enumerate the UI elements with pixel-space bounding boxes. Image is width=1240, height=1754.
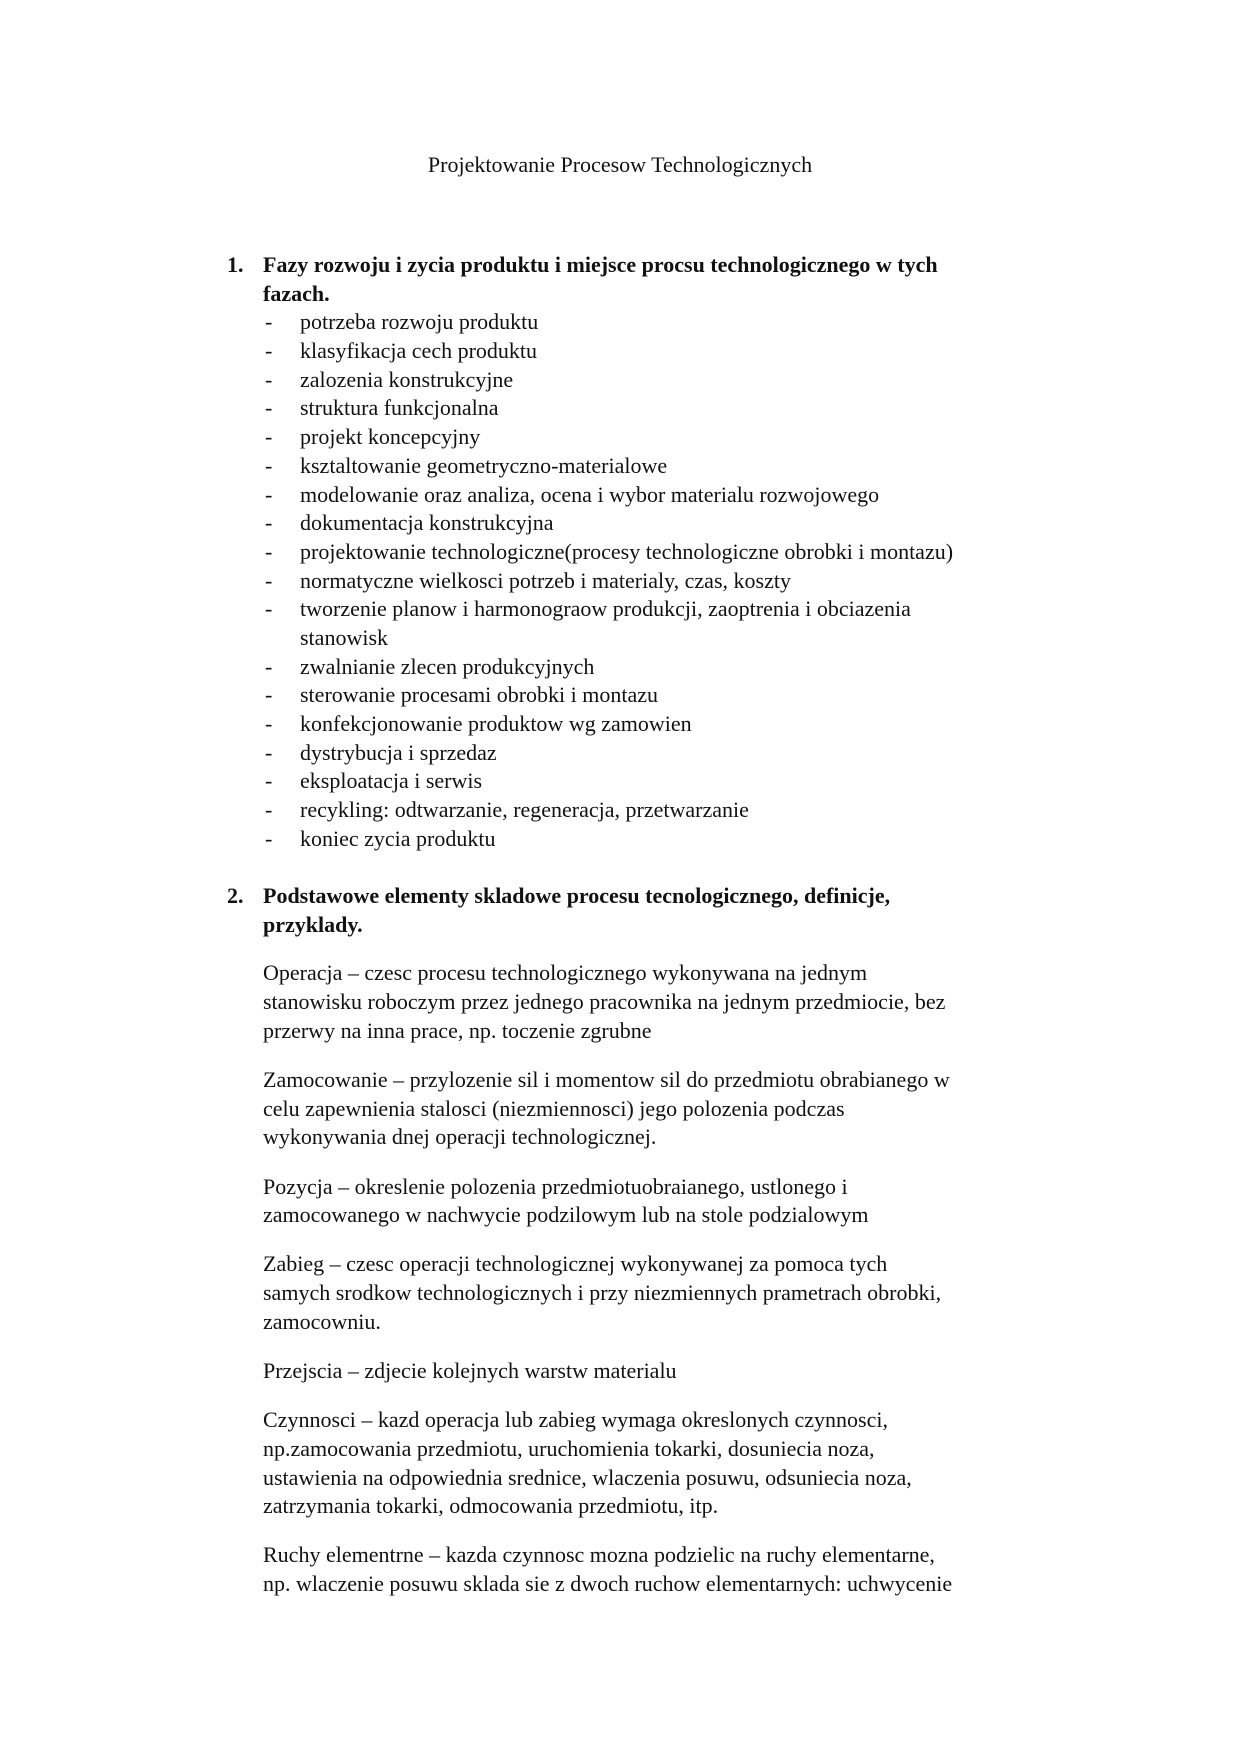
definition-paragraph xyxy=(227,959,1107,1045)
paragraph-line: stanowisku roboczym przez jednego pracownika na jednym przedmiocie, bez xyxy=(263,989,946,1015)
paragraph-line: Operacja – czesc procesu technologicznego wykonywana na jednym xyxy=(263,960,868,986)
list-item-line xyxy=(227,538,1107,567)
section-1 xyxy=(227,251,1107,853)
paragraph-line: Zabieg – czesc operacji technologicznej wykonywanej za pomoca tych xyxy=(263,1251,888,1277)
bullet-dash: - xyxy=(265,424,273,450)
list-item-line xyxy=(227,681,1107,710)
paragraph-line: zatrzymania tokarki, odmocowania przedmiotu, itp. xyxy=(263,1493,719,1519)
bullet-dash: - xyxy=(265,768,273,794)
bullet-dash: - xyxy=(265,338,273,364)
definition-paragraph xyxy=(227,1541,1107,1598)
bullet-dash: - xyxy=(265,309,273,335)
section-2 xyxy=(227,882,1107,1619)
bullet-dash: - xyxy=(265,452,273,478)
list-item-text: projektowanie technologiczne(procesy technologiczne obrobki i montazu) xyxy=(300,538,954,564)
list-item-text: zalozenia konstrukcyjne xyxy=(300,366,514,392)
paragraph-line: zamocowanego w nachwycie podzilowym lub na stole podzialowym xyxy=(263,1202,869,1228)
list-item-text: normatyczne wielkosci potrzeb i materialy, czas, koszty xyxy=(300,567,791,593)
definition-paragraph xyxy=(227,1066,1107,1152)
definition-paragraph xyxy=(227,1406,1107,1521)
paragraph-line: samych srodkow technologicznych i przy niezmiennych prametrach obrobki, xyxy=(263,1280,942,1306)
paragraph-line: Pozycja – okreslenie polozenia przedmiotuobraianego, ustlonego i xyxy=(263,1173,848,1199)
list-item-text: stanowisk xyxy=(300,624,388,650)
paragraph-line: np. wlaczenie posuwu sklada sie z dwoch ruchow elementarnych: uchwycenie xyxy=(263,1571,953,1597)
list-item-line xyxy=(227,710,1107,739)
list-item-line xyxy=(227,796,1107,825)
list-item-text: dokumentacja konstrukcyjna xyxy=(300,510,554,536)
paragraph-line: Czynnosci – kazd operacja lub zabieg wymaga okreslonych czynnosci, xyxy=(263,1407,888,1433)
list-item-text: struktura funkcjonalna xyxy=(300,395,499,421)
bullet-dash: - xyxy=(265,395,273,421)
bullet-dash: - xyxy=(265,797,273,823)
list-item-line xyxy=(227,653,1107,682)
paragraph-line: ustawienia na odpowiednia srednice, wlaczenia posuwu, odsuniecia noza, xyxy=(263,1464,912,1490)
definition-paragraph xyxy=(227,1357,1107,1386)
list-item-text: konfekcjonowanie produktow wg zamowien xyxy=(300,711,692,736)
paragraph-line: wykonywania dnej operacji technologicznej. xyxy=(263,1124,657,1150)
section-heading-line: Podstawowe elementy skladowe procesu tecnologicznego, definicje, 2. xyxy=(227,882,1107,911)
section-heading-line: Fazy rozwoju i zycia produktu i miejsce procsu technologicznego w tych 1. xyxy=(227,251,1107,280)
list-item-text: recykling: odtwarzanie, regeneracja, przetwarzanie xyxy=(300,797,749,823)
paragraph-line: Przejscia – zdjecie kolejnych warstw materialu xyxy=(263,1357,677,1383)
bullet-dash: - xyxy=(265,653,273,679)
paragraph-line: przerwy na inna prace, np. toczenie zgrubne xyxy=(263,1017,652,1043)
bullet-dash: - xyxy=(265,366,273,392)
section-number: 2. xyxy=(227,883,244,908)
section-number: 1. xyxy=(227,252,244,277)
paragraph-line: np.zamocowania przedmiotu, uruchomienia tokarki, dosuniecia noza, xyxy=(263,1435,875,1461)
list-item-text: sterowanie procesami obrobki i montazu xyxy=(300,682,659,708)
list-item-line xyxy=(227,423,1107,452)
list-item-text: projekt koncepcyjny xyxy=(300,424,481,450)
list-item-text: eksploatacja i serwis xyxy=(300,768,483,794)
bullet-dash: - xyxy=(265,481,273,507)
paragraph-line: Ruchy elementrne – kazda czynnosc mozna podzielic na ruchy elementarne, xyxy=(263,1542,935,1568)
list-item-line xyxy=(227,509,1107,538)
list-item-line xyxy=(227,308,1107,337)
list-item-text: ksztaltowanie geometryczno-materialowe xyxy=(300,452,668,478)
list-item-line xyxy=(227,452,1107,481)
list-item-text: dystrybucja i sprzedaz xyxy=(300,739,497,765)
section-heading-line: fazach. xyxy=(263,280,330,306)
list-item-text: potrzeba rozwoju produktu xyxy=(300,309,539,335)
list-item-line xyxy=(227,394,1107,423)
section-heading-line: przyklady. xyxy=(263,911,363,937)
bullet-dash: - xyxy=(265,567,273,593)
definition-paragraph xyxy=(227,1250,1107,1336)
list-item-text: tworzenie planow i harmonograow produkcji, zaoptrenia i obciazenia xyxy=(300,596,911,622)
bullet-dash: - xyxy=(265,538,273,564)
list-item-line xyxy=(227,767,1107,796)
list-item-line xyxy=(227,567,1107,596)
bullet-dash: - xyxy=(265,596,273,622)
bullet-dash: - xyxy=(265,825,273,851)
document-title: Projektowanie Procesow Technologicznych xyxy=(427,152,813,177)
bullet-dash: - xyxy=(265,510,273,536)
list-item-line xyxy=(227,481,1107,510)
definition-paragraph xyxy=(227,1173,1107,1230)
list-item-line xyxy=(227,825,1107,854)
bullet-dash: - xyxy=(265,682,273,708)
list-item-line xyxy=(227,337,1107,366)
list-item-text: modelowanie oraz analiza, ocena i wybor materialu rozwojowego xyxy=(300,481,880,507)
bullet-dash: - xyxy=(265,739,273,765)
paragraph-line: zamocowniu. xyxy=(263,1308,381,1334)
bullet-dash: - xyxy=(265,711,273,736)
paragraph-line: Zamocowanie – przylozenie sil i momentow sil do przedmiotu obrabianego w xyxy=(263,1066,950,1092)
list-item-text: zwalnianie zlecen produkcyjnych xyxy=(300,653,595,679)
list-item-line xyxy=(227,366,1107,395)
list-item-line xyxy=(227,624,1107,653)
list-item-line xyxy=(227,739,1107,768)
list-item-line xyxy=(227,595,1107,624)
list-item-text: klasyfikacja cech produktu xyxy=(300,338,538,364)
paragraph-line: celu zapewnienia stalosci (niezmiennosci) jego polozenia podczas xyxy=(263,1095,845,1121)
list-item-text: koniec zycia produktu xyxy=(300,825,496,851)
